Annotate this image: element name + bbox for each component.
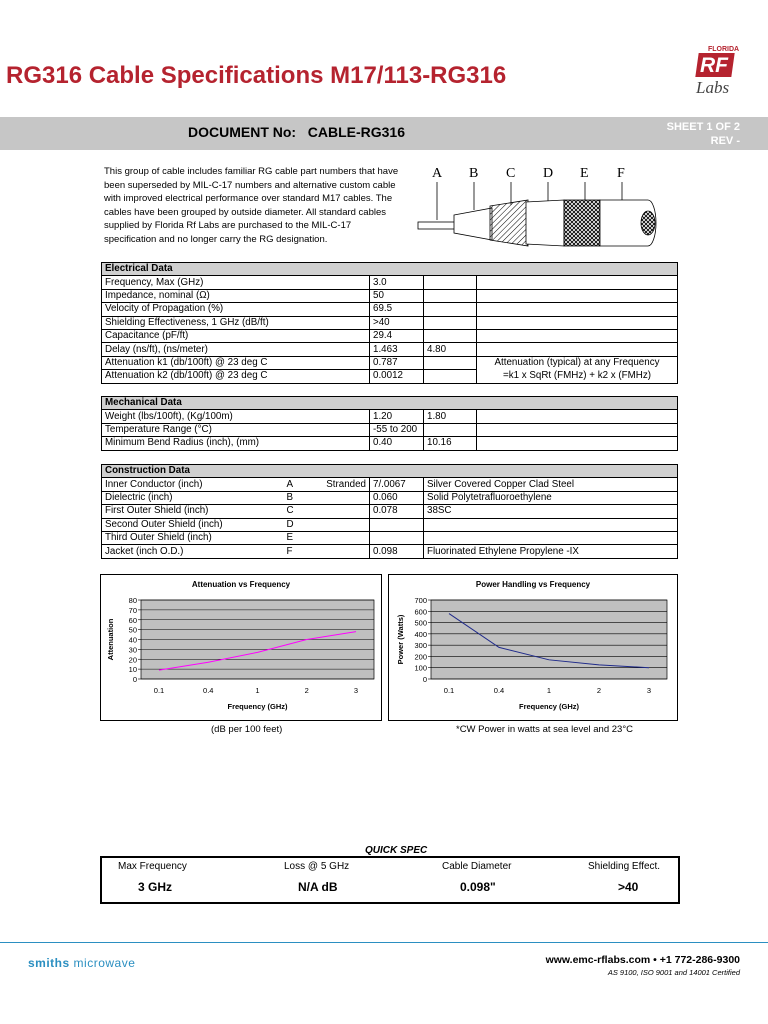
x-tick-label: 0.1 [153, 686, 165, 695]
table-row [102, 316, 678, 329]
layer-material: Solid Polytetrafluoroethylene [424, 491, 678, 504]
diagram-letter-b: B [469, 166, 479, 181]
qs-header-shielding: Shielding Effect. [588, 861, 661, 872]
brand-smiths: smiths [28, 956, 70, 970]
param-value: 0.0012 [370, 370, 424, 383]
param-label: Delay (ns/ft), (ns/meter) [102, 343, 370, 356]
attenuation-chart [100, 574, 382, 721]
param-value: 3.0 [370, 276, 424, 289]
param-note [477, 423, 678, 436]
x-tick-label: 3 [353, 686, 359, 695]
page-title: RG316 Cable Specifications M17/113-RG316 [6, 62, 507, 89]
y-tick-label: 20 [128, 655, 137, 665]
table-header: Construction Data [102, 465, 678, 478]
table-row [102, 423, 678, 436]
x-axis-label: Frequency (GHz) [227, 702, 288, 711]
x-tick-label: 1 [255, 686, 260, 695]
layer-size: 0.060 [370, 491, 424, 504]
y-tick-label: 200 [414, 652, 427, 662]
diagram-letter-d: D [543, 166, 554, 181]
param-value-2: 10.16 [424, 437, 477, 450]
param-label: Attenuation k2 (db/100ft) @ 23 deg C [102, 370, 370, 383]
param-value-2 [424, 316, 477, 329]
layer-label: Jacket (inch O.D.) [102, 545, 284, 558]
x-tick-label: 0.4 [493, 686, 505, 695]
logo-florida-text: FLORIDA [708, 46, 740, 53]
y-axis-label: Power (Watts) [396, 614, 405, 665]
qs-value-max-frequency: 3 GHz [138, 880, 173, 894]
table-row [102, 505, 678, 518]
param-value: 0.40 [370, 437, 424, 450]
param-note [477, 289, 678, 302]
param-label: Velocity of Propagation (%) [102, 303, 370, 316]
layer-letter: E [284, 531, 314, 544]
layer-type [314, 518, 370, 531]
x-tick-label: 2 [596, 686, 602, 695]
attenuation-formula: =k1 x SqRt (FMHz) + k2 x (FMHz) [477, 370, 678, 383]
layer-type [314, 491, 370, 504]
table-row [102, 437, 678, 450]
contact-info: www.emc-rflabs.com • +1 772-286-9300 [545, 954, 740, 966]
quick-spec-box [100, 856, 680, 904]
power-chart-plot [389, 575, 677, 720]
attenuation-chart-plot [101, 575, 381, 720]
revision: REV - [710, 135, 740, 147]
cable-construction-diagram [414, 160, 670, 260]
qs-header-loss: Loss @ 5 GHz [284, 861, 350, 872]
layer-label: Dielectric (inch) [102, 491, 284, 504]
y-tick-label: 400 [414, 629, 427, 639]
qs-header-max-frequency: Max Frequency [118, 861, 187, 872]
param-value-2 [424, 423, 477, 436]
param-value: 1.20 [370, 410, 424, 423]
y-tick-label: 10 [128, 665, 137, 675]
layer-label: Inner Conductor (inch) [102, 478, 284, 491]
x-tick-label: 2 [304, 686, 309, 695]
sheet-number: SHEET 1 OF 2 [666, 121, 740, 133]
layer-size: 7/.0067 [370, 478, 424, 491]
param-value: 29.4 [370, 329, 424, 342]
power-chart [388, 574, 678, 721]
diagram-letter-f: F [617, 166, 625, 181]
param-note [477, 343, 678, 356]
param-value: 0.787 [370, 356, 424, 369]
y-tick-label: 600 [414, 607, 427, 617]
electrical-data-table [101, 262, 678, 384]
param-label: Impedance, nominal (Ω) [102, 289, 370, 302]
layer-label: Third Outer Shield (inch) [102, 531, 284, 544]
table-header: Mechanical Data [102, 397, 678, 410]
param-value-2 [424, 356, 477, 369]
table-row [102, 478, 678, 491]
y-tick-label: 50 [128, 625, 137, 635]
param-label: Minimum Bend Radius (inch), (mm) [102, 437, 370, 450]
x-tick-label: 3 [646, 686, 652, 695]
param-value: 1.463 [370, 343, 424, 356]
param-value: -55 to 200 [370, 423, 424, 436]
param-label: Temperature Range (°C) [102, 423, 370, 436]
layer-type [314, 531, 370, 544]
diagram-letter-a: A [432, 166, 443, 181]
param-label: Frequency, Max (GHz) [102, 276, 370, 289]
param-value-2 [424, 276, 477, 289]
layer-letter: C [284, 505, 314, 518]
y-tick-label: 30 [128, 645, 137, 655]
table-row [102, 518, 678, 531]
param-note [477, 410, 678, 423]
x-tick-label: 1 [546, 686, 552, 695]
param-label: Weight (lbs/100ft), (Kg/100m) [102, 410, 370, 423]
layer-type [314, 505, 370, 518]
table-header: Electrical Data [102, 263, 678, 276]
param-value-2: 1.80 [424, 410, 477, 423]
y-tick-label: 40 [128, 635, 137, 645]
y-tick-label: 60 [128, 615, 137, 625]
qs-value-loss: N/A dB [298, 880, 338, 894]
layer-size: 0.098 [370, 545, 424, 558]
param-value-2: 4.80 [424, 343, 477, 356]
table-row [102, 289, 678, 302]
layer-letter: D [284, 518, 314, 531]
layer-label: Second Outer Shield (inch) [102, 518, 284, 531]
certification-text: AS 9100, ISO 9001 and 14001 Certified [607, 968, 740, 977]
footer-divider [0, 942, 768, 943]
param-value-2 [424, 303, 477, 316]
layer-letter: B [284, 491, 314, 504]
param-note [477, 276, 678, 289]
table-row [102, 491, 678, 504]
qs-header-diameter: Cable Diameter [442, 861, 512, 872]
y-tick-label: 0 [422, 675, 427, 684]
param-value-2 [424, 329, 477, 342]
quick-spec-title: QUICK SPEC [365, 845, 428, 856]
x-tick-label: 0.4 [203, 686, 214, 695]
attenuation-caption: (dB per 100 feet) [211, 724, 283, 735]
diagram-letter-e: E [580, 166, 589, 181]
layer-type: Stranded [314, 478, 370, 491]
table-row [102, 356, 678, 369]
document-number: DOCUMENT No: CABLE-RG316 [188, 124, 406, 140]
intro-paragraph: This group of cable includes familiar RG cable part numbers that have been superseded by MIL-C-17 numbers and alternative custom cable with improved electrical performance over standard M17 cables. The cables have been grouped by outside diameter. All standard cables supplied by Florida Rf Labs are purchased to the MIL-C-17 specification and no longer carry the RG designation. [104, 166, 399, 245]
layer-letter: A [284, 478, 314, 491]
param-note [477, 303, 678, 316]
logo-rf-text: RF [700, 54, 728, 77]
layer-material: 38SC [424, 505, 678, 518]
table-row [102, 343, 678, 356]
construction-data-table [101, 464, 678, 559]
table-row [102, 276, 678, 289]
chart-title: Power Handling vs Frequency [475, 580, 591, 589]
chart-title: Attenuation vs Frequency [191, 580, 291, 589]
param-value: 50 [370, 289, 424, 302]
table-row [102, 545, 678, 558]
y-tick-label: 0 [132, 675, 137, 684]
mechanical-data-table [101, 396, 678, 451]
y-tick-label: 300 [414, 641, 427, 651]
layer-size: 0.078 [370, 505, 424, 518]
sheet-info [667, 120, 740, 148]
diagram-letter-c: C [506, 166, 516, 181]
layer-material: Fluorinated Ethylene Propylene -IX [424, 545, 678, 558]
table-row [102, 531, 678, 544]
param-note [477, 329, 678, 342]
logo-labs-text: Labs [696, 78, 730, 97]
y-tick-label: 700 [414, 596, 427, 605]
layer-material: Silver Covered Copper Clad Steel [424, 478, 678, 491]
layer-material [424, 518, 678, 531]
param-value: 69.5 [370, 303, 424, 316]
brand-microwave: microwave [73, 956, 136, 970]
qs-value-diameter: 0.098" [460, 880, 496, 894]
layer-material [424, 531, 678, 544]
param-label: Capacitance (pF/ft) [102, 329, 370, 342]
y-tick-label: 80 [128, 596, 137, 605]
table-row [102, 303, 678, 316]
qs-value-shielding: >40 [618, 880, 639, 894]
y-tick-label: 100 [414, 663, 427, 673]
x-axis-label: Frequency (GHz) [518, 702, 580, 711]
param-value-2 [424, 370, 477, 383]
y-tick-label: 70 [128, 605, 137, 615]
y-axis-label: Attenuation [106, 618, 115, 661]
param-note [477, 316, 678, 329]
florida-rf-labs-logo [692, 46, 740, 100]
table-row [102, 370, 678, 383]
table-row [102, 329, 678, 342]
param-label: Attenuation k1 (db/100ft) @ 23 deg C [102, 356, 370, 369]
power-caption: *CW Power in watts at sea level and 23°C [456, 724, 633, 735]
smiths-microwave-logo [28, 956, 135, 970]
layer-letter: F [284, 545, 314, 558]
layer-type [314, 545, 370, 558]
param-label: Shielding Effectiveness, 1 GHz (dB/ft) [102, 316, 370, 329]
x-tick-label: 0.1 [443, 686, 455, 695]
param-note [477, 437, 678, 450]
layer-label: First Outer Shield (inch) [102, 505, 284, 518]
table-row [102, 410, 678, 423]
y-tick-label: 500 [414, 618, 427, 628]
layer-size [370, 531, 424, 544]
param-value-2 [424, 289, 477, 302]
param-value: >40 [370, 316, 424, 329]
layer-size [370, 518, 424, 531]
attenuation-formula-label: Attenuation (typical) at any Frequency [477, 356, 678, 369]
